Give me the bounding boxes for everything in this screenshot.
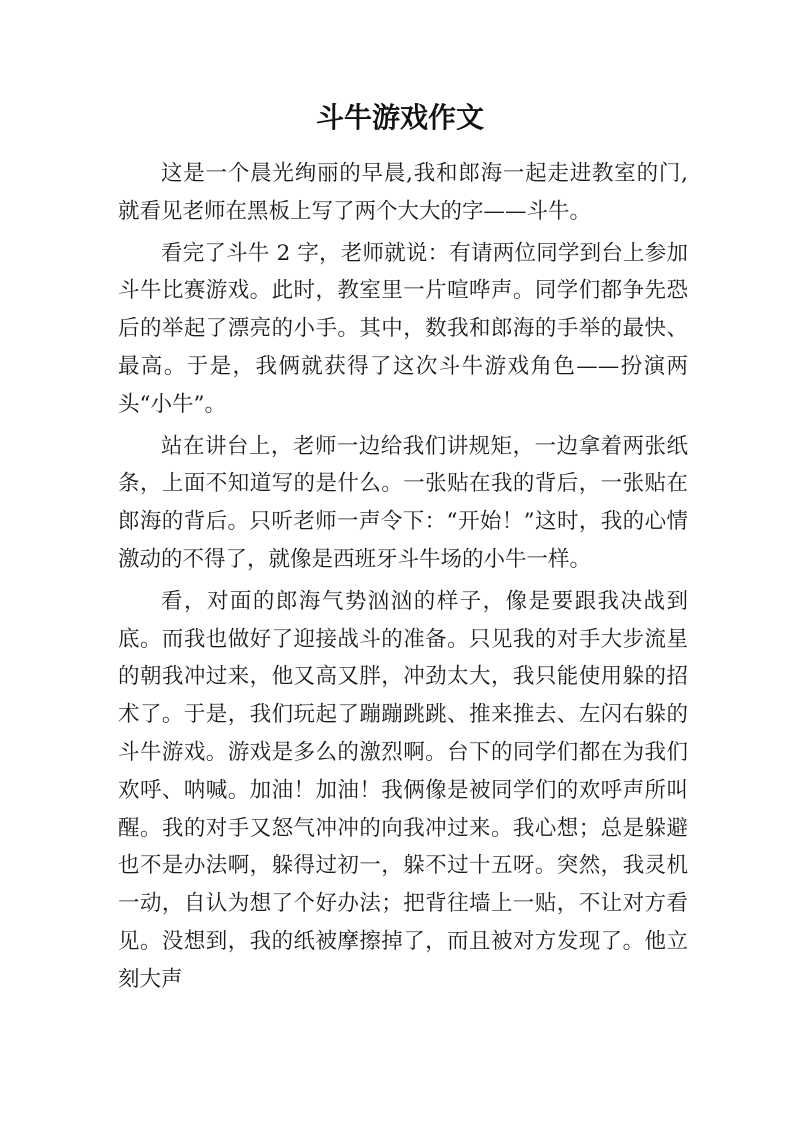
paragraph-3: 站在讲台上，老师一边给我们讲规矩，一边拿着两张纸条，上面不知道写的是什么。一张贴在我的背后，一张贴在郎海的背后。只听老师一声令下：“开始！”这时，我的心情激动的不得了，就像是西班牙斗牛场的小牛一样。 xyxy=(118,433,688,572)
document-title: 斗牛游戏作文 xyxy=(315,101,484,134)
paragraph-4: 看，对面的郎海气势汹汹的样子，像是要跟我决战到底。而我也做好了迎接战斗的准备。只见我的对手大步流星的朝我冲过来，他又高又胖，冲劲太大，我只能使用躲的招术了。于是，我们玩起了蹦蹦跳跳、推来推去、左闪右躲的斗牛游戏。游戏是多么的激烈啊。台下的同学们都在为我们欢呼、呐喊。加油！加油！我俩像是被同学们的欢呼声所叫醒。我的对手又怒气冲冲的向我冲过来。我心想；总是躲避也不是办法啊，躲得过初一，躲不过十五呀。突然，我灵机一动，自认为想了个好办法；把背往墙上一贴，不让对方看见。没想到，我的纸被摩擦掉了，而且被对方发现了。他立刻大声 xyxy=(118,588,688,992)
document-body xyxy=(118,155,688,1003)
paragraph-1: 这是一个晨光绚丽的早晨,我和郎海一起走进教室的门,就看见老师在黑板上写了两个大大的字——斗牛。 xyxy=(118,161,688,224)
paragraph-2: 看完了斗牛 2 字，老师就说：有请两位同学到台上参加斗牛比赛游戏。此时，教室里一片喧哗声。同学们都争先恐后的举起了漂亮的小手。其中，数我和郎海的手举的最快、最高。于是，我俩就获得了这次斗牛游戏角色——扮演两头“小牛”。 xyxy=(118,240,688,417)
